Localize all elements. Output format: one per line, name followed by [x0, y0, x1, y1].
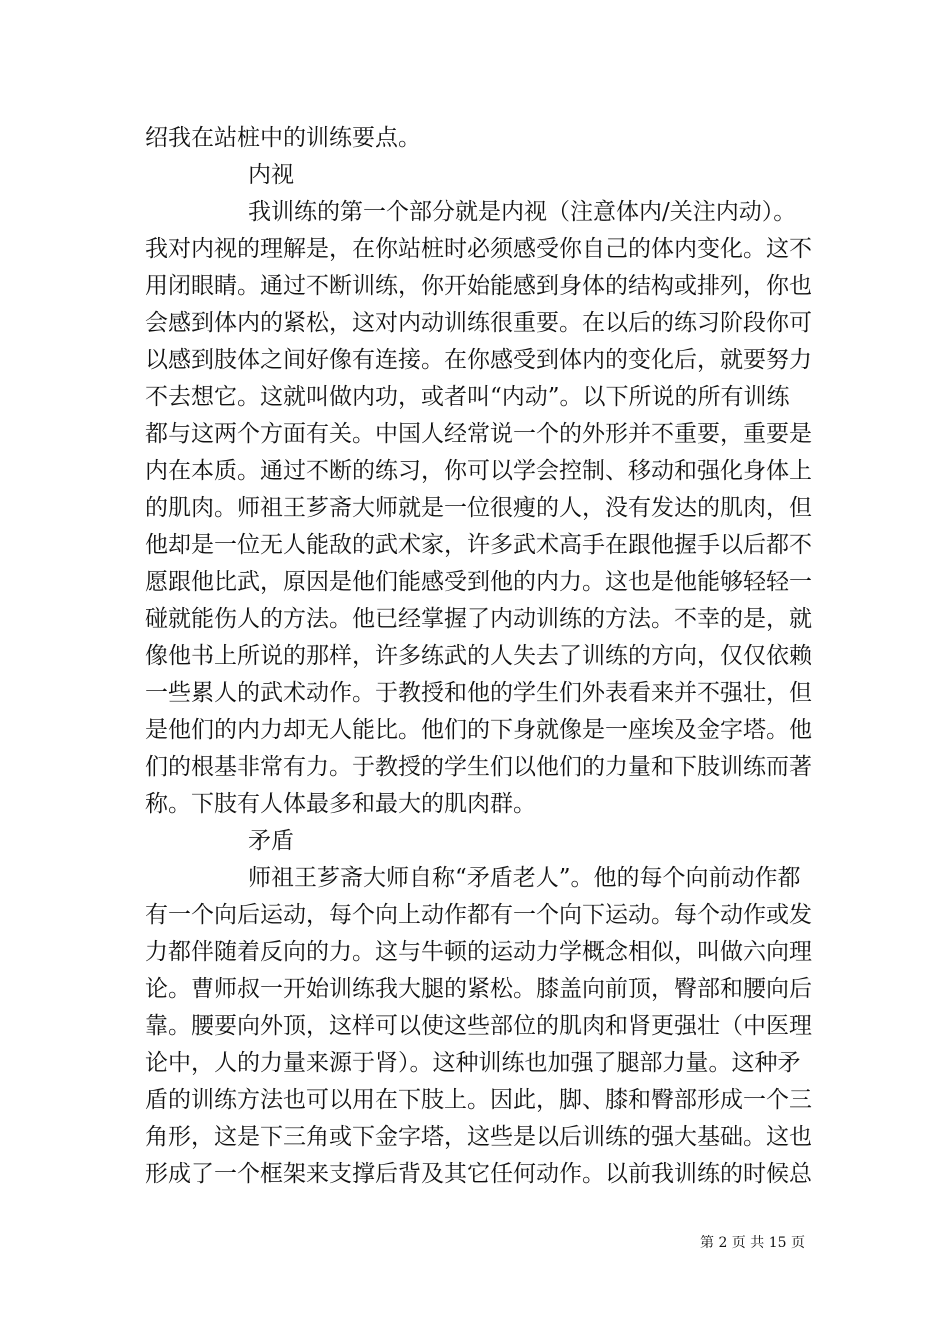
text-line: 是他们的内力却无人能比。他们的下身就像是一座埃及金字塔。他	[145, 717, 812, 743]
text-line: 形成了一个框架来支撑后背及其它任何动作。以前我训练的时候总	[145, 1161, 812, 1187]
text-line: 愿跟他比武，原因是他们能感受到他的内力。这也是他能够轻轻一	[145, 569, 812, 595]
text-line: 靠。腰要向外顶，这样可以使这些部位的肌肉和肾更强壮（中医理	[145, 1013, 812, 1039]
text-line: 以感到肢体之间好像有连接。在你感受到体内的变化后，就要努力	[145, 347, 812, 373]
text-line: 会感到体内的紧松，这对内动训练很重要。在以后的练习阶段你可	[145, 310, 812, 336]
text-line: 角形，这是下三角或下金字塔，这些是以后训练的强大基础。这也	[145, 1124, 812, 1150]
paragraph-first-line: 师祖王芗斋大师自称“矛盾老人”。他的每个向前动作都	[248, 865, 801, 891]
text-line: 他却是一位无人能敌的武术家，许多武术高手在跟他握手以后都不	[145, 532, 812, 558]
text-line: 不去想它。这就叫做内功，或者叫“内动”。以下所说的所有训练	[145, 384, 790, 410]
text-line: 都与这两个方面有关。中国人经常说一个的外形并不重要，重要是	[145, 421, 812, 447]
text-line: 用闭眼睛。通过不断训练，你开始能感到身体的结构或排列，你也	[145, 273, 812, 299]
text-line: 力都伴随着反向的力。这与牛顿的运动力学概念相似，叫做六向理	[145, 939, 812, 965]
text-line: 内在本质。通过不断的练习，你可以学会控制、移动和强化身体上	[145, 458, 812, 484]
text-line: 称。下肢有人体最多和最大的肌肉群。	[145, 791, 536, 817]
text-line: 碰就能伤人的方法。他已经掌握了内动训练的方法。不幸的是，就	[145, 606, 812, 632]
text-line: 有一个向后运动，每个向上动作都有一个向下运动。每个动作或发	[145, 902, 812, 928]
text-line: 盾的训练方法也可以用在下肢上。因此，脚、膝和臀部形成一个三	[145, 1087, 812, 1113]
text-line: 论。曹师叔一开始训练我大腿的紧松。膝盖向前顶，臀部和腰向后	[145, 976, 812, 1002]
paragraph-first-line: 我训练的第一个部分就是内视（注意体内/关注内动）。	[248, 199, 797, 225]
section-heading-maodun: 矛盾	[248, 828, 294, 854]
page-number-footer: 第 2 页 共 15 页	[700, 1235, 805, 1251]
text-line: 论中，人的力量来源于肾）。这种训练也加强了腿部力量。这种矛	[145, 1050, 801, 1076]
text-line: 像他书上所说的那样，许多练武的人失去了训练的方向，仅仅依赖	[145, 643, 812, 669]
text-line: 我对内视的理解是，在你站桩时必须感受你自己的体内变化。这不	[145, 236, 812, 262]
text-line: 的肌肉。师祖王芗斋大师就是一位很瘦的人，没有发达的肌肉，但	[145, 495, 812, 521]
section-heading-neishi: 内视	[248, 162, 294, 188]
text-line: 一些累人的武术动作。于教授和他的学生们外表看来并不强壮，但	[145, 680, 812, 706]
text-line: 们的根基非常有力。于教授的学生们以他们的力量和下肢训练而著	[145, 754, 812, 780]
text-line: 绍我在站桩中的训练要点。	[145, 125, 421, 151]
